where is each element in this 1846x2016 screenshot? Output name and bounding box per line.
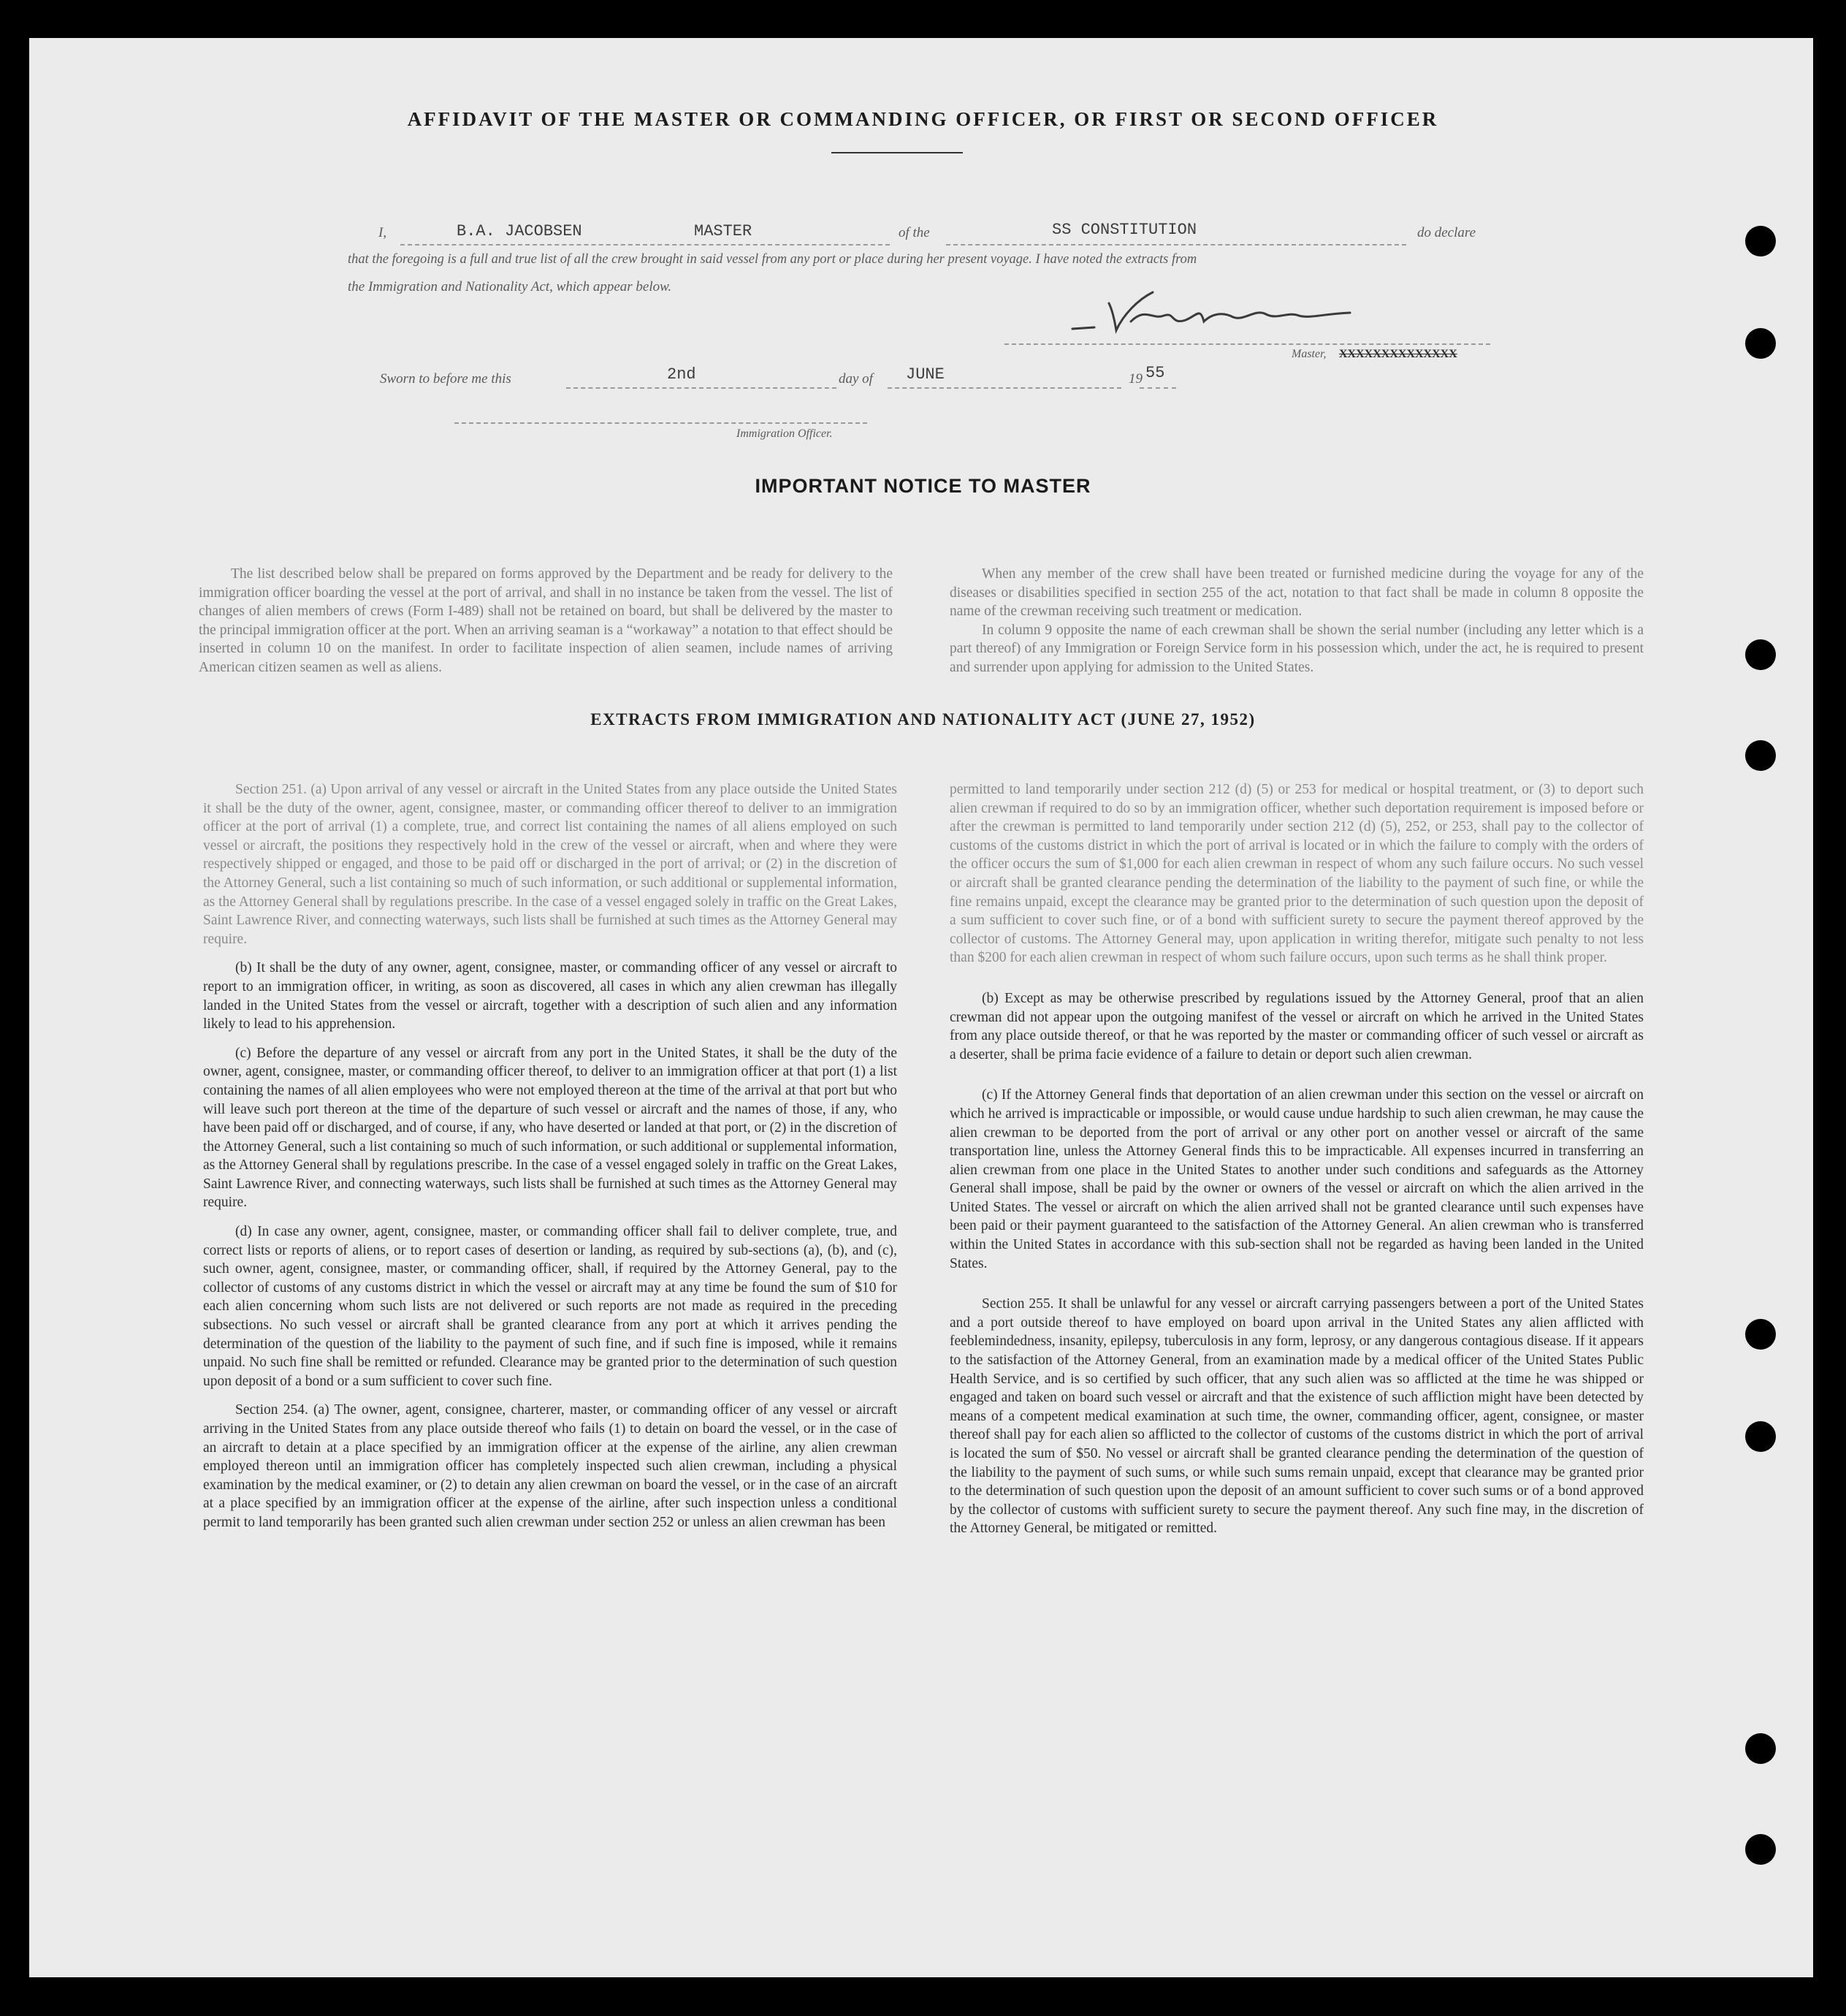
notice-title: IMPORTANT NOTICE TO MASTER (755, 475, 1091, 497)
master-rank: MASTER (694, 222, 752, 240)
affidavit-line-3: the Immigration and Nationality Act, which appear below. (348, 279, 672, 294)
extracts-title: EXTRACTS FROM IMMIGRATION AND NATIONALITY ACT (JUNE 27, 1952) (590, 710, 1256, 729)
notice-right-column (950, 565, 1644, 677)
section-251a: Section 251. (a) Upon arrival of any vessel or aircraft in the United States from any place outside the United States it shall be the duty of the owner, agent, consignee, master, or commanding officer thereof to deliver to an immigration officer at the port of arrival (1) a complete, true, and correct list containing the names of all aliens employed on such vessel or aircraft, the positions they respectively hold in the crew of the vessel or aircraft, when and where they were respectively shipped or engaged, and those to be paid off or discharged in the port of arrival; or (2) in the discretion of the Attorney General, such a list containing so much of such information, or such additional or supplemental information, as the Attorney General shall by regulations prescribe. In the case of a vessel engaged solely in traffic on the Great Lakes, Saint Lawrence River, and connecting waterways, such lists shall be furnished at such times as the Attorney General may require. (203, 782, 897, 947)
section-254c: (c) If the Attorney General finds that deportation of an alien crewman under this section on the vessel or aircraft on which he arrived is impracticable or impossible, or would cause undue hardship to such alien crewman, he may cause the alien crewman to be deported from the port of arrival or any other port on another vessel or aircraft of the same transportation line, unless the Attorney General finds this to be impracticable. All expenses incurred in transferring an alien crewman from one place in the United States to another under such conditions and safeguards as the Attorney General shall impose, shall be paid by the owner or owners of the vessel or aircraft on which the alien arrived in the United States. The vessel or aircraft on which the alien arrived shall not be granted clearance until such expenses have been paid or their payment guaranteed to the satisfaction of the Attorney General. An alien crewman who is transferred within the United States in accordance with this sub-section shall not be regarded as having been landed in the United States. (950, 1087, 1644, 1271)
title-rule (831, 152, 963, 153)
vessel-line (946, 244, 1406, 246)
section-251c: (c) Before the departure of any vessel or aircraft from any port in the United States, it shall be the duty of the owner, agent, consignee, master, or commanding officer thereof, to deliver to an immigration officer at that port (1) a list containing the names of all alien employees who were not employed thereon at the time of the arrival at that port but who will leave such port thereon at the time of the departure of such vessel or aircraft and the names of those, if any, who have been paid off or discharged, and of course, if any, who have deserted or landed at that port, or (2) in the discretion of the Attorney General, such a list containing so much of such information, or such additional or supplemental information, as the Attorney General shall by regulations prescribe. In the case of a vessel engaged solely in traffic on the Great Lakes, Saint Lawrence River, and connecting waterways, such lists shall be furnished at such times as the Attorney General may require. (203, 1045, 897, 1211)
master-struck-title: XXXXXXXXXXXXXX (1339, 348, 1457, 360)
master-name: B.A. JACOBSEN (457, 222, 582, 240)
section-255: Section 255. It shall be unlawful for any vessel or aircraft carrying passengers between a port of the United States and a port outside thereof to have employed on board upon arrival in the United States any alien afflicted with feeblemindedness, insanity, epilepsy, tuberculosis in any form, leprosy, or any dangerous contagious disease. If it appears to the satisfaction of the Attorney General, from an examination made by a medical officer of the United States Public Health Service, and is so certified by such officer, that any such alien was so afflicted at the time he was shipped or engaged and taken on board such vessel or aircraft and that the existence of such affliction might have been detected by means of a competent medical examination at such time, the owner, commanding officer, agent, consignee, or master thereof shall pay for each alien so afflicted to the collector of customs of the customs district in which the port of arrival is located the sum of $50. No vessel or aircraft shall be granted clearance pending the determination of the question of the liability to the payment of such sums, or while such sums remain unpaid, except that clearance may be granted prior to the determination of such question upon the deposit of an amount sufficient to cover such sums or of a bond approved by the collector of customs with sufficient surety to secure the payment thereof. Any such fine may, in the discretion of the Attorney General, be mitigated or remitted. (950, 1296, 1644, 1537)
binder-hole (1745, 328, 1776, 359)
binder-hole (1745, 1733, 1776, 1764)
officer-line (454, 422, 867, 424)
master-signature (1043, 263, 1365, 336)
affidavit-title: AFFIDAVIT OF THE MASTER OR COMMANDING OFFICER, OR FIRST OR SECOND OFFICER (407, 108, 1439, 130)
year-prefix: 19 (1129, 371, 1143, 387)
section-251d: (d) In case any owner, agent, consignee, master, or commanding officer shall fail to deliver complete, true, and correct lists or reports of aliens, or to report cases of desertion or landing, as required by sub-sections (a), (b), and (c), such owner, agent, consignee, master, or commanding officer, shall, if required by the Attorney General, pay to the collector of customs of any customs district in which the vessel or aircraft may at any time be found the sum of $10 for each alien concerning whom such lists are not delivered or such reports are not made as required in the preceding subsections. No such vessel or aircraft shall be granted clearance from any port at which it arrives pending the determination of the question of the liability to the payment of such fine, and if such fine is imposed, while it remains unpaid. No such fine shall be remitted or refunded. Clearance may be granted prior to the determination of such question upon deposit of a bond or a sum sufficient to cover such fine. (203, 1224, 897, 1389)
sworn-year: 55 (1145, 364, 1165, 382)
signature-line (1004, 343, 1490, 345)
sworn-day-line (566, 387, 836, 389)
sworn-year-line (1140, 387, 1176, 389)
do-declare-label: do declare (1417, 225, 1476, 240)
binder-hole (1745, 1319, 1776, 1350)
notice-left-column (199, 565, 893, 677)
binder-hole (1745, 740, 1776, 771)
extracts-left-column (203, 780, 897, 1543)
officer-label: Immigration Officer. (736, 427, 833, 440)
sworn-day: 2nd (667, 365, 696, 384)
binder-hole (1745, 1834, 1776, 1865)
name-line (400, 244, 890, 246)
notice-left-paragraph: The list described below shall be prepared on forms approved by the Department and be ready for delivery to the immigration officer boarding the vessel at the port of arrival, and shall in no instance be taken from the vessel. The list of changes of alien members of crews (Form I-489) shall not be retained on board, but shall be delivered by the master to the principal immigration officer at the port. When an arriving seaman is a “workaway” a notation to that effect should be inserted in column 10 on the manifest. In order to facilitate inspection of alien seamen, include names of arriving American citizen seamen as well as aliens. (199, 566, 893, 675)
section-254a: Section 254. (a) The owner, agent, consignee, charterer, master, or commanding officer of any vessel or aircraft arriving in the United States from any place outside thereof who fails (1) to detain on board the vessel, or in the case of an aircraft to detain at a place specified by an immigration officer at the expense of the airline, any alien crewman employed thereon until an immigration officer has completely inspected such alien crewman, including a physical examination by the medical examiner, or (2) to detain any alien crewman on board the vessel, or in the case of an aircraft at a place specified by an immigration officer at the expense of the airline, after such inspection unless a conditional permit to land temporarily has been granted such alien crewman under section 252 or unless an alien crewman has been (203, 1402, 897, 1530)
binder-hole (1745, 226, 1776, 256)
master-label: Master, (1292, 348, 1327, 360)
binder-hole (1745, 639, 1776, 670)
extracts-right-column (950, 780, 1644, 1548)
sworn-month-line (888, 387, 1121, 389)
of-the-label: of the (899, 225, 930, 240)
binder-hole (1745, 1421, 1776, 1452)
vessel-name: SS CONSTITUTION (1052, 221, 1197, 239)
affidavit-i: I, (378, 225, 387, 240)
notice-right-paragraph-1: When any member of the crew shall have been treated or furnished medicine during the voyage for any of the diseases or disabilities specified in section 255 of the act, notation to that fact shall be made in column 8 opposite the name of the crewman receiving such treatment or medication. (950, 566, 1644, 620)
section-254b: (b) Except as may be otherwise prescribed by regulations issued by the Attorney General, proof that an alien crewman did not appear upon the outgoing manifest of the vessel or aircraft on which he arrived in the United States from any place outside thereof, or that he was reported by the master or commanding officer of such vessel or aircraft as a deserter, shall be prima facie evidence of a failure to detain or deport such alien crewman. (950, 990, 1644, 1062)
section-251b: (b) It shall be the duty of any owner, agent, consignee, master, or commanding officer of any vessel or aircraft to report to an immigration officer, in writing, as soon as discovered, all cases in which any alien crewman has illegally landed in the United States from the vessel or aircraft, together with a description of such alien and any information likely to lead to his apprehension. (203, 960, 897, 1032)
section-254a-continued: permitted to land temporarily under section 212 (d) (5) or 253 for medical or hospital treatment, or (3) to deport such alien crewman if required to do so by an immigration officer, whether such deportation requirement is imposed before or after the crewman is permitted to land temporarily under section 212 (d) (5), 252, or 253, shall pay to the collector of customs of the customs district in which the port of arrival is located or in which the failure to comply with the orders of the officer occurs the sum of $1,000 for each alien crewman in respect of whom any such failure occurs. No such vessel or aircraft shall be granted clearance pending the determination of the liability to the payment of such fine, or while the fine remains unpaid, except the clearance may be granted prior to the determination of such question upon the deposit of a sum sufficient to cover such fine, or of a bond with sufficient surety to secure the payment thereof approved by the collector of customs. The Attorney General may, upon application in writing therefor, mitigate such penalty to not less than $200 for each alien crewman in respect of whom such failure occurs, upon such terms as he shall think proper. (950, 782, 1644, 966)
day-of-label: day of (839, 371, 873, 387)
sworn-prefix: Sworn to before me this (380, 371, 511, 387)
notice-right-paragraph-2: In column 9 opposite the name of each crewman shall be shown the serial number (including any letter which is a part thereof) of any Immigration or Foreign Service form in his possession which, under the act, he is required to present and surrender upon applying for admission to the United States. (950, 622, 1644, 675)
sworn-month: JUNE (906, 365, 945, 384)
affidavit-line-2: that the foregoing is a full and true list of all the crew brought in said vessel from any port or place during her present voyage. I have noted the extracts from (348, 252, 1197, 267)
